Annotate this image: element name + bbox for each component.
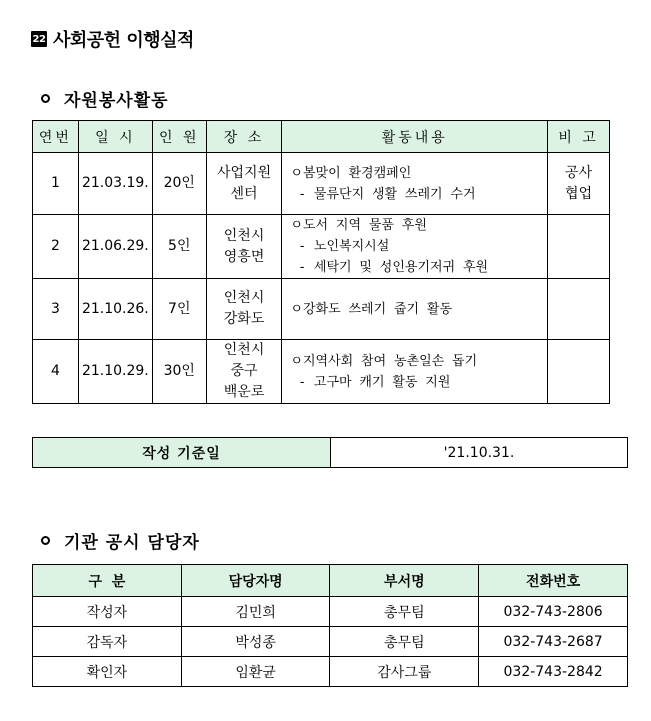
volunteer-heading [38, 86, 169, 110]
row-place [206, 215, 282, 279]
row-activity [282, 340, 548, 404]
contact-role: 확인자 [33, 657, 182, 687]
row-place [206, 279, 282, 340]
note-line: 협업 [565, 185, 593, 202]
place-line: 센터 [230, 185, 258, 202]
contact-phone: 032-743-2806 [479, 597, 628, 627]
activity-line: - 노인복지시설 [290, 239, 390, 254]
contact-dept: 총무팀 [330, 597, 479, 627]
contact-phone: 032-743-2687 [479, 627, 628, 657]
contact-role: 감독자 [33, 627, 182, 657]
place-line: 인천시 [223, 290, 265, 306]
activity-line: ㅇ도서 지역 물품 후원 [290, 218, 427, 233]
row-note [548, 340, 610, 404]
contact-phone: 032-743-2842 [479, 657, 628, 687]
contact-header-row [33, 565, 628, 597]
place-line: 인천시 [223, 342, 265, 358]
header-phone: 전화번호 [479, 565, 628, 597]
contact-dept: 총무팀 [330, 627, 479, 657]
volunteer-row [33, 279, 610, 340]
volunteer-header-row [33, 121, 610, 153]
row-date: 21.10.29. [78, 340, 152, 404]
contact-name: 임환균 [181, 657, 330, 687]
header-place: 장 소 [206, 121, 282, 153]
row-activity [282, 153, 548, 215]
header-name: 담당자명 [181, 565, 330, 597]
contact-name: 김민희 [181, 597, 330, 627]
header-category: 구 분 [33, 565, 182, 597]
place-line: 사업지원 [217, 164, 272, 181]
row-date: 21.03.19. [78, 153, 152, 215]
row-date: 21.10.26. [78, 279, 152, 340]
contact-row [33, 597, 628, 627]
activity-line: - 세탁기 및 성인용기저귀 후원 [290, 260, 489, 275]
contact-row [33, 657, 628, 687]
row-note [548, 153, 610, 215]
header-no: 연번 [33, 121, 79, 153]
row-note [548, 215, 610, 279]
volunteer-row [33, 153, 610, 215]
row-note [548, 279, 610, 340]
place-line: 강화도 [223, 311, 265, 327]
row-activity [282, 279, 548, 340]
circle-bullet-icon [41, 536, 50, 545]
contact-name: 박성종 [181, 627, 330, 657]
circle-bullet-icon [41, 94, 50, 103]
contact-table [32, 564, 628, 687]
volunteer-table [32, 120, 610, 404]
header-people: 인 원 [152, 121, 206, 153]
header-date: 일 시 [78, 121, 152, 153]
contact-heading-text: 기관 공시 담당자 [64, 532, 200, 553]
contact-dept: 감사그룹 [330, 657, 479, 687]
row-no: 3 [33, 279, 79, 340]
row-people: 30인 [152, 340, 206, 404]
row-place [206, 153, 282, 215]
volunteer-heading-text: 자원봉사활동 [64, 90, 169, 111]
page-title-text: 사회공헌 이행실적 [53, 30, 194, 51]
base-date-value: '21.10.31. [331, 438, 628, 468]
contact-role: 작성자 [33, 597, 182, 627]
page-title [31, 26, 194, 52]
activity-line: - 고구마 캐기 활동 지원 [290, 374, 451, 390]
activity-line: - 물류단지 생활 쓰레기 수거 [290, 186, 476, 202]
row-people: 7인 [152, 279, 206, 340]
base-date-table [32, 437, 628, 468]
volunteer-row [33, 215, 610, 279]
row-no: 1 [33, 153, 79, 215]
place-line: 영흥면 [223, 248, 265, 265]
contact-row [33, 627, 628, 657]
section-number-badge: 22 [31, 31, 47, 47]
volunteer-row [33, 340, 610, 404]
place-line: 백운로 [223, 384, 265, 400]
activity-line: ㅇ지역사회 참여 농촌일손 돕기 [290, 353, 478, 369]
activity-line: ㅇ봄맞이 환경캠페인 [290, 165, 412, 181]
place-line: 인천시 [223, 227, 265, 244]
header-note: 비 고 [548, 121, 610, 153]
row-people: 5인 [152, 215, 206, 279]
note-line: 공사 [565, 164, 593, 181]
row-date: 21.06.29. [78, 215, 152, 279]
row-people: 20인 [152, 153, 206, 215]
place-line: 중구 [230, 363, 258, 379]
activity-line: ㅇ강화도 쓰레기 줍기 활동 [290, 301, 453, 317]
row-no: 4 [33, 340, 79, 404]
header-activity: 활동내용 [282, 121, 548, 153]
base-date-label: 작성 기준일 [33, 438, 331, 468]
header-dept: 부서명 [330, 565, 479, 597]
row-no: 2 [33, 215, 79, 279]
contact-heading [38, 528, 200, 552]
row-place [206, 340, 282, 404]
row-activity [282, 215, 548, 279]
